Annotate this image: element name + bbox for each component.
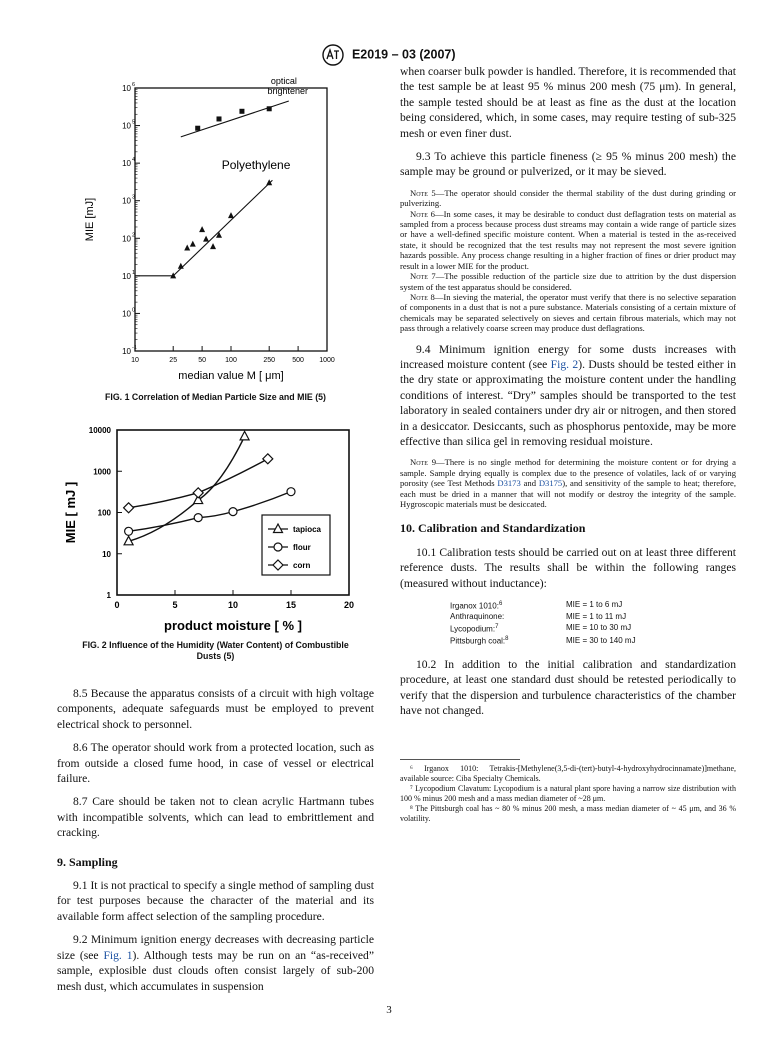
astm-logo-icon (322, 44, 344, 66)
calibration-row (450, 599, 642, 612)
polyethylene-point (210, 243, 216, 249)
note-5 (400, 188, 736, 209)
series-label-optical: optical (270, 76, 297, 86)
footnote-8: ⁸ The Pittsburgh coal has ~ 80 % minus 200 mesh, a mass median diameter of ~ 45 μm, and 36 % volatility. (400, 803, 736, 823)
flour-point (274, 543, 282, 551)
x-tick-label: 5 (172, 600, 178, 610)
x-tick-label: 10 (131, 357, 139, 364)
y-tick-label: 10 (122, 309, 131, 319)
y-tick-label: 10 (122, 121, 131, 131)
flour-point (194, 514, 202, 522)
flour-point (287, 488, 295, 496)
note-9-text-a: There is no single method for determining the moisture content or for drying a sample. Sample drying equally is complex due to the presence of volatiles, lack of or varying porosity (see Test Methods (400, 457, 736, 489)
y-tick-exponent: 4 (132, 157, 136, 164)
section-9-heading: 9. Sampling (57, 854, 118, 869)
note-9-and: and (520, 478, 539, 489)
para-8-7: 8.7 Care should be taken not to clean acrylic Hartmann tubes with incompatible solvents, which can lead to embrittlement and cracking. (57, 795, 374, 840)
figure-2-caption (57, 640, 374, 662)
para-9-1: 9.1 It is not practical to specify a single method of sampling dust for test purposes because the character of the material and its available form affect selection of the sampling procedure. (57, 879, 374, 923)
section-10-heading: 10. Calibration and Standardization (400, 521, 586, 536)
para-8-6: 8.6 The operator should work from a protected location, such as from outside a closed fume hood, in case of vessel or electrical failure. (57, 741, 374, 786)
y-tick-label: 1 (106, 591, 111, 600)
corn-point (124, 503, 134, 513)
designation: E2019 – 03 (2007) (351, 47, 456, 62)
note-6-text: In some cases, it may be desirable to conduct dust deflagration tests on material as sampled from a process because process dust streams may contain a wide range of particle sizes or have a well-defined specific moisture content. When a material is tested in the as-received state, it should be recognized that the test results may not represent the most severe ignition hazards possible. Any process change resulting in a higher fraction of fines or drier product may result in a lower MIE for the product. (400, 208, 736, 271)
note-9-label: Note 9— (410, 457, 445, 468)
calibration-range: MIE = 30 to 140 mJ (566, 635, 636, 645)
polyethylene-point (184, 245, 190, 251)
figure-2-caption-line1: FIG. 2 Influence of the Humidity (Water Content) of Combustible (82, 640, 349, 650)
y-tick-exponent: 5 (132, 119, 136, 126)
legend-label-tapioca: tapioca (293, 525, 322, 534)
polyethylene-point (203, 236, 209, 242)
note-9-text-b: ), and sensitivity of the sample to heat; therefore, each must be dried in a manner that will not modify or destroy the integrity of the sample. Hygroscopic materials must be desiccated. (400, 478, 736, 509)
y-tick-label: 10 (122, 234, 131, 244)
flour-point (125, 527, 133, 535)
x-tick-label: 10 (227, 600, 239, 610)
note-6 (400, 209, 736, 271)
y-tick-exponent: 0 (132, 307, 136, 314)
legend-label-flour: flour (293, 543, 311, 552)
para-10-1: 10.1 Calibration tests should be carried out on at least three different reference dusts. The results shall be within the following ranges (measured without inductance): (400, 545, 736, 590)
note-7-label: Note 7— (410, 271, 445, 282)
y-axis-label: MIE [mJ] (84, 197, 96, 242)
legend-label-corn: corn (293, 561, 311, 570)
polyethylene-point (266, 179, 272, 185)
calibration-footnote-ref: 8 (505, 636, 509, 643)
y-tick-label: 10 (102, 549, 111, 559)
para-9-2-continued: when coarser bulk powder is handled. Therefore, it is recommended that the test sample be at least 95 % minus 200 mesh (75 μm). In general, the sample tested should be at least as fine as the dust at the location being considered, which, in some cases, may require testing of sub-325 mesh or even finer dust. (400, 65, 736, 140)
para-9-2-end: ). Although tests may be run on an “as-received” sample, explosible dust clouds often consist largely of sub-200 mesh dust, which accumulates in suspension (57, 948, 374, 993)
polyethylene-point (216, 232, 222, 238)
d3175-link[interactable]: D3175 (538, 478, 563, 489)
corn-point (193, 488, 203, 498)
brightener-point (239, 109, 244, 114)
brightener-trend-line (181, 101, 289, 137)
calibration-footnote-ref: 7 (495, 623, 499, 630)
note-8-label: Note 8— (410, 291, 444, 302)
fig1-link[interactable]: Fig. 1 (103, 948, 133, 962)
calibration-range: MIE = 1 to 11 mJ (566, 611, 627, 621)
fig2-link[interactable]: Fig. 2 (550, 357, 579, 371)
footnote-rule (400, 759, 520, 760)
calibration-row (450, 622, 642, 635)
note-5-text: The operator should consider the thermal stability of the dust during grinding or pulverizing. (400, 187, 736, 209)
left-body-text (57, 686, 374, 1002)
figure-1-caption: FIG. 1 Correlation of Median Particle Size and MIE (5) (105, 392, 326, 402)
calibration-dust: Anthraquinone: (450, 611, 505, 621)
y-tick-label: 1000 (93, 467, 111, 477)
note-5-label: Note 5— (410, 187, 445, 198)
note-6-label: Note 6— (410, 208, 444, 219)
page-number: 3 (386, 1004, 392, 1016)
brightener-point (267, 106, 272, 111)
figure-2-chart (57, 420, 374, 650)
series-label-brightener: brightener (267, 86, 309, 96)
figure-1-chart (57, 76, 374, 396)
x-tick-label: 500 (292, 357, 304, 364)
footnote-7: ⁷ Lycopodium Clavatum: Lycopodium is a natural plant spore having a narrow size distribution with 100 % minus 200 mesh and a mass median diameter of ~28 μm. (400, 783, 736, 803)
y-tick-label: 10 (122, 84, 131, 93)
y-tick-label: 10 (122, 159, 131, 169)
note-8 (400, 292, 736, 334)
d3173-link[interactable]: D3173 (497, 478, 521, 489)
figure-2-caption-line2: Dusts (5) (196, 651, 235, 661)
calibration-range: MIE = 1 to 6 mJ (566, 600, 623, 610)
brightener-point (217, 116, 222, 121)
calibration-footnote-ref: 6 (498, 601, 503, 608)
x-tick-label: 25 (169, 357, 178, 364)
y-axis-label: MIE [ mJ ] (63, 481, 78, 544)
y-tick-exponent: 3 (132, 194, 136, 201)
calibration-row (450, 634, 642, 647)
y-tick-label: 10 (122, 347, 131, 356)
note-7 (400, 271, 736, 292)
para-9-4 (400, 342, 736, 450)
x-tick-label: 100 (225, 357, 237, 364)
calibration-dust: Pittsburgh coal:$^8$ (450, 636, 509, 646)
note-8-text: In sieving the material, the operator must verify that there is no selective separation of components in a dust that is not a pure substance. Materials consisting of a certain mixture of chemicals may be separated selectively on sieves and certain fibrous materials, which may not pass through a relatively coarse screen may produce dust deflagrations. (400, 291, 736, 334)
polyethylene-point (199, 226, 205, 232)
right-column (400, 64, 736, 824)
x-tick-label: 20 (343, 600, 355, 610)
x-axis-label: product moisture [ % ] (164, 618, 302, 633)
y-tick-label: 10 (122, 196, 131, 206)
note-7-text: The possible reduction of the particle size due to attrition by the dust dispersion system of the test apparatus should be considered. (400, 271, 736, 292)
calibration-dust: Irganox 1010:$^6$ (450, 601, 503, 611)
brightener-point (195, 126, 200, 131)
x-tick-label: 250 (263, 357, 276, 364)
x-tick-label: 0 (114, 600, 120, 610)
y-tick-exponent: 6 (132, 82, 136, 88)
y-tick-exponent: 1 (132, 269, 136, 276)
corn-point (263, 454, 273, 464)
note-9 (400, 457, 736, 509)
para-8-5: 8.5 Because the apparatus consists of a circuit with high voltage components, adequate safeguards must be employed to prevent electrical shock to personnel. (57, 687, 374, 731)
series-label-polyethylene: Polyethylene (221, 157, 291, 172)
x-tick-label: 1000 (319, 357, 335, 364)
para-9-4-start: 9.4 Minimum ignition energy for some dusts increases with increased moisture content (see (400, 342, 736, 371)
calibration-dust: Lycopodium:$^7$ (450, 623, 499, 634)
y-tick-label: 10 (122, 271, 131, 281)
calibration-range: MIE = 10 to 30 mJ (566, 623, 632, 633)
para-10-2: 10.2 In addition to the initial calibration and standardization procedure, at least one standard dust should be retested periodically to verify that the dispersion and turbulence characteristics of the chamber have not changed. (400, 658, 736, 718)
y-tick-exponent: 2 (132, 232, 136, 239)
polyethylene-point (190, 241, 196, 247)
para-9-2 (57, 932, 374, 994)
flour-point (229, 508, 237, 516)
tapioca-point (240, 431, 249, 440)
y-tick-label: 10000 (88, 426, 111, 435)
page-header (0, 44, 778, 66)
footnote-6: ⁶ Irganox 1010: Tetrakis-[Methylene(3,5-di-(tert)-butyl-4-hydroxyhydrocinnamate)]methane, available source: Ciba Specialty Chemicals. (400, 763, 736, 783)
para-9-2-start: 9.2 Minimum ignition energy decreases with decreasing particle size (see (57, 933, 374, 962)
x-tick-label: 50 (198, 357, 206, 364)
calibration-table (450, 599, 642, 647)
tapioca-line (129, 436, 245, 541)
para-9-3: 9.3 To achieve this particle fineness (≥ 95 % minus 200 mesh) the sample may be ground or pulverized, or it may be sieved. (400, 150, 736, 179)
polyethylene-point (228, 212, 234, 218)
x-tick-label: 15 (285, 600, 297, 610)
para-9-4-end: ). Dusts should be tested either in the dry state or approximating the moisture content under the handling conditions of interest. “Dry” samples should be transported to the test laboratory in sealed containers under dry air or nitrogen, and then stored in a desiccator. Desiccants, such as phosphorus pentoxide, may be more effective than silica gel in removing residual moisture. (400, 357, 736, 448)
x-axis-label: median value M [ μm] (178, 370, 284, 382)
y-tick-label: 100 (97, 508, 111, 518)
polyethylene-trend-line (173, 180, 272, 276)
y-tick-exponent: -1 (132, 345, 137, 351)
calibration-row (450, 612, 642, 622)
